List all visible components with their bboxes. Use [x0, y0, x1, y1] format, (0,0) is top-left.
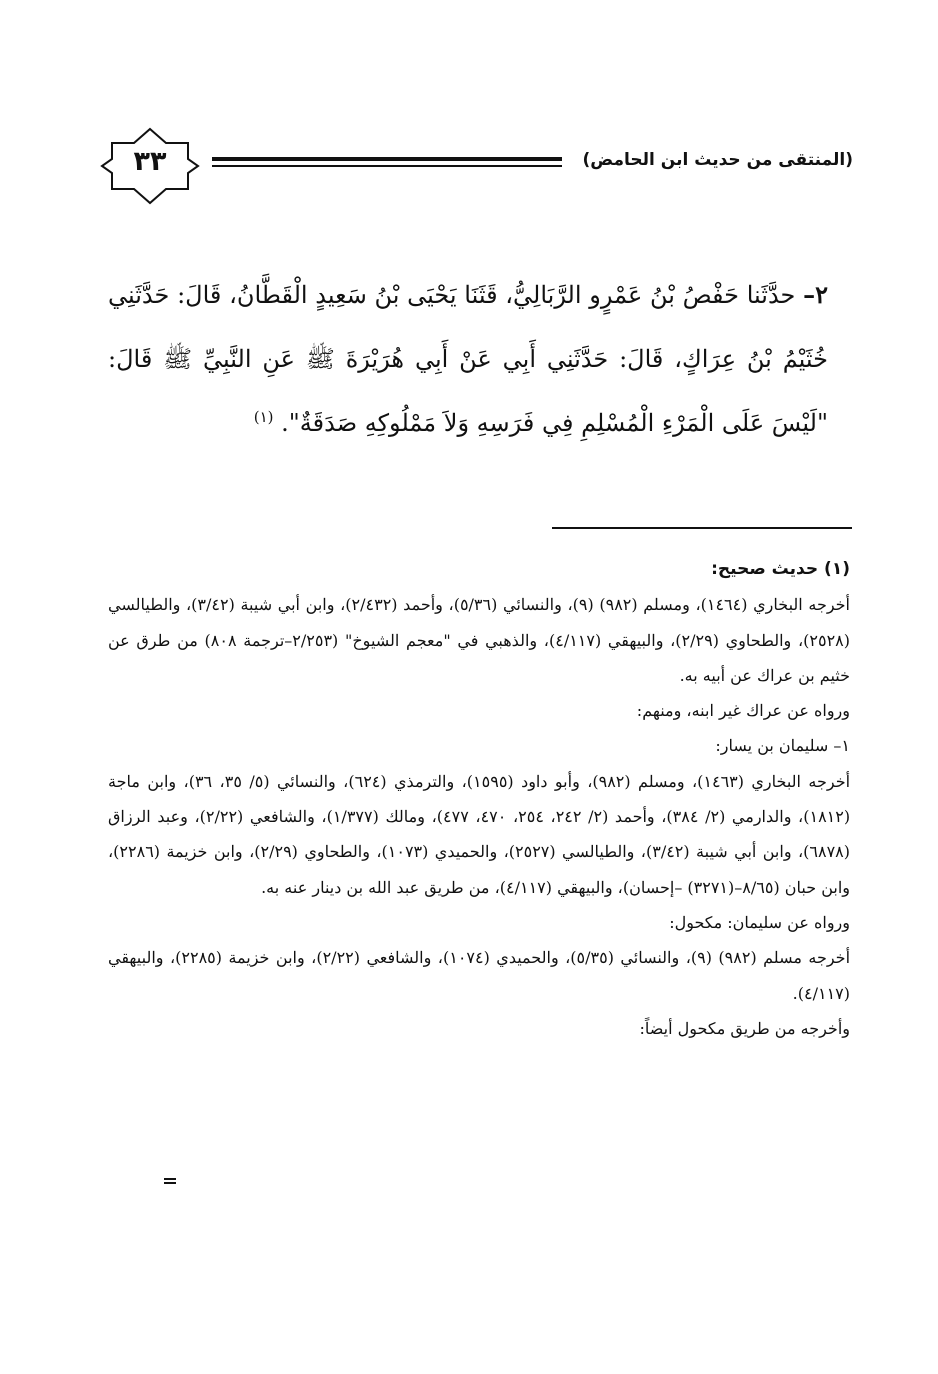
footnotes-section — [108, 552, 850, 1046]
footnote-separator — [552, 527, 852, 529]
footnote-reference: (١) — [253, 408, 274, 426]
footnote-paragraph: أخرجه البخاري (١٤٦٤)، ومسلم (٩٨٢) (٩)، والنسائي (٥/٣٦)، وأحمد (٢/٤٣٢)، وابن أبي شيبة (٣/٤٢)، والطيالسي (٢٥٢٨)، والطحاوي (٢/٢٩)، والبيهقي (٤/١١٧)، والذهبي في "معجم الشيوخ" (٢/٢٥٣–ترجمة ٨٠٨) من طرق عن خثيم بن عراك عن أبيه به. — [108, 595, 851, 685]
footnote-paragraph: أخرجه البخاري (١٤٦٣)، ومسلم (٩٨٢)، وأبو داود (١٥٩٥)، والترمذي (٦٢٤)، والنسائي (٥/ ٣٥، ٣٦)، وابن ماجة (١٨١٢)، والدارمي (٢/ ٣٨٤)، وأحمد (٢/ ٢٤٢، ٢٥٤، ٤٧٠، ٤٧٧)، ومالك (١/٣٧٧)، والشافعي (٢/٢٢)، وعبد الرزاق (٦٨٧٨)، وابن أبي شيبة (٣/٤٢)، والطيالسي (٢٥٢٧)، والحميدي (١٠٧٣)، والطحاوي (٢/٢٩)، وابن خزيمة (٢٢٨٦)، وابن حبان (٨/٦٥–(٣٢٧١) –إحسان)، والبيهقي (٤/١١٧)، من طريق عبد الله بن دينار عنه به. — [108, 771, 851, 897]
running-header-title: (المنتقى من حديث ابن الحامض) — [582, 150, 853, 170]
header-divider — [212, 157, 562, 169]
hadith-text — [108, 263, 828, 455]
footnote-paragraph: أخرجه مسلم (٩٨٢) (٩)، والنسائي (٥/٣٥)، والحميدي (١٠٧٤)، والشافعي (٢/٢٢)، وابن خزيمة (٢٢٨٥)، والبيهقي (٤/١١٧). — [108, 948, 851, 1003]
footnote-paragraph: ورواه عن سليمان: مكحول: — [669, 912, 850, 932]
footnote-paragraph: ورواه عن عراك غير ابنه، ومنهم: — [636, 701, 850, 721]
footnote-paragraph: ١– سليمان بن يسار: — [715, 736, 850, 756]
page-number: ٣٣ — [133, 146, 167, 177]
hadith-body: حدَّثَنا حَفْصُ بْنُ عَمْرٍو الرَّبَالِيُّ، قَثَنَا يَحْيَى بْنُ سَعِيدٍ الْقَطَّانُ، قَالَ: حَدَّثَنِي خُثَيْمُ بْنُ عِرَاكٍ، قَالَ: حَدَّثَنِي أَبِي عَنْ أَبِي هُرَيْرَةَ ﷺ عَنِ النَّبِيِّ ﷺ قَالَ: "لَيْسَ عَلَى الْمَرْءِ الْمُسْلِمِ فِي فَرَسِهِ وَلاَ مَمْلُوكِهِ صَدَقَةٌ". — [108, 281, 828, 437]
footnote-heading: (١) حديث صحيح: — [711, 559, 850, 579]
footnote-paragraph: وأخرجه من طريق مكحول أيضاً: — [639, 1018, 850, 1038]
hadith-number: ٢– — [803, 280, 828, 309]
page-number-badge — [100, 126, 200, 206]
continuation-mark — [164, 1178, 176, 1184]
